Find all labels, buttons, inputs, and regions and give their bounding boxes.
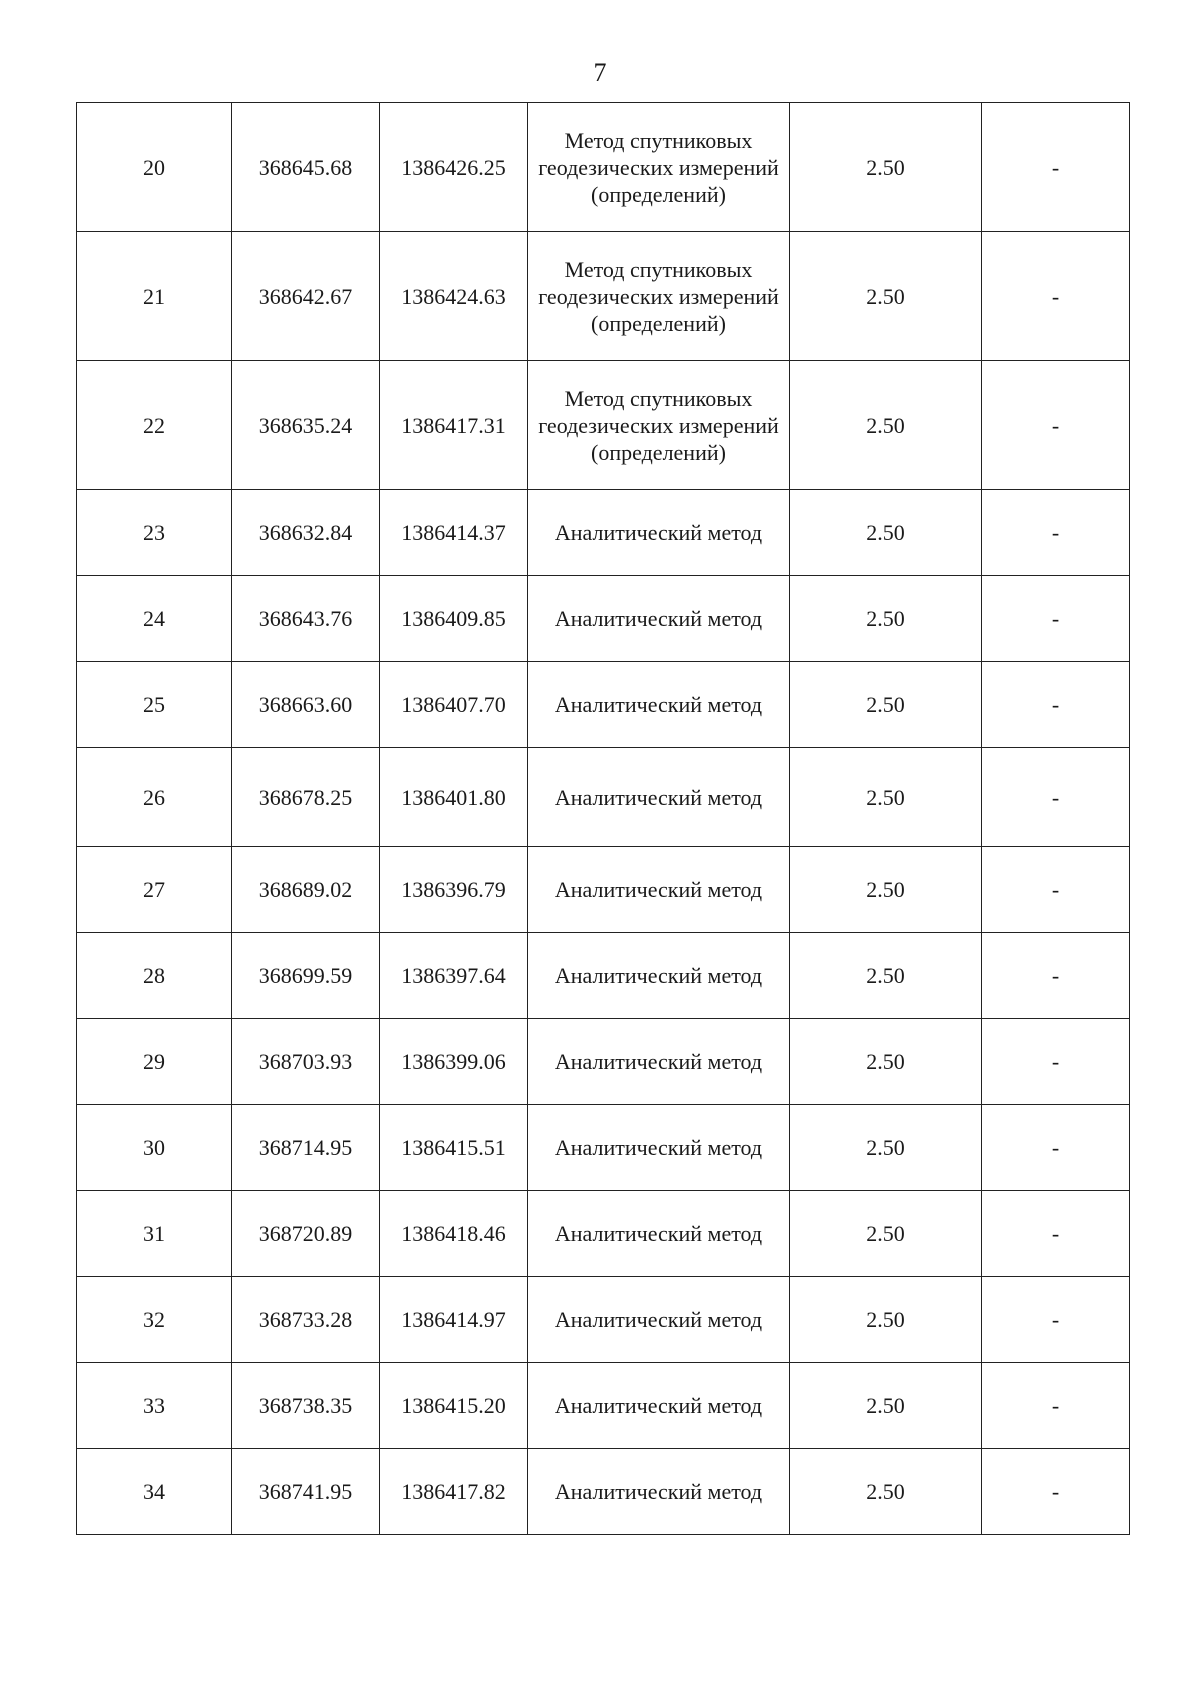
coordinate-x: 368703.93 [232,1019,380,1105]
method: Аналитический метод [528,847,790,933]
coordinate-x: 368741.95 [232,1449,380,1535]
method: Аналитический метод [528,1191,790,1277]
note: - [982,576,1130,662]
coordinate-x: 368738.35 [232,1363,380,1449]
table-row [77,103,1130,232]
coordinate-y: 1386409.85 [380,576,528,662]
point-number: 29 [77,1019,232,1105]
page-number: 7 [593,58,607,87]
point-number: 27 [77,847,232,933]
table-row [77,1363,1130,1449]
method: Аналитический метод [528,1019,790,1105]
table-row [77,576,1130,662]
accuracy: 2.50 [790,232,982,361]
note: - [982,933,1130,1019]
table-row [77,933,1130,1019]
method: Аналитический метод [528,1363,790,1449]
accuracy: 2.50 [790,1105,982,1191]
coordinate-y: 1386418.46 [380,1191,528,1277]
method: Аналитический метод [528,662,790,748]
point-number: 34 [77,1449,232,1535]
note: - [982,1191,1130,1277]
point-number: 24 [77,576,232,662]
note: - [982,1363,1130,1449]
note: - [982,361,1130,490]
coordinate-x: 368720.89 [232,1191,380,1277]
accuracy: 2.50 [790,1277,982,1363]
coordinate-y: 1386415.20 [380,1363,528,1449]
point-number: 31 [77,1191,232,1277]
coordinate-x: 368642.67 [232,232,380,361]
point-number: 21 [77,232,232,361]
point-number: 30 [77,1105,232,1191]
table-row [77,361,1130,490]
coordinate-x: 368689.02 [232,847,380,933]
accuracy: 2.50 [790,1191,982,1277]
coordinate-y: 1386417.31 [380,361,528,490]
coordinate-x: 368632.84 [232,490,380,576]
point-number: 25 [77,662,232,748]
point-number: 32 [77,1277,232,1363]
note: - [982,1105,1130,1191]
note: - [982,748,1130,847]
point-number: 28 [77,933,232,1019]
coordinate-y: 1386397.64 [380,933,528,1019]
accuracy: 2.50 [790,490,982,576]
note: - [982,1449,1130,1535]
method: Аналитический метод [528,1105,790,1191]
note: - [982,490,1130,576]
table-row [77,748,1130,847]
accuracy: 2.50 [790,933,982,1019]
method: Аналитический метод [528,1449,790,1535]
note: - [982,1019,1130,1105]
accuracy: 2.50 [790,1363,982,1449]
method: Аналитический метод [528,748,790,847]
coordinates-table [76,102,1130,1535]
coordinate-y: 1386407.70 [380,662,528,748]
point-number: 23 [77,490,232,576]
table-row [77,232,1130,361]
coordinate-y: 1386414.37 [380,490,528,576]
point-number: 33 [77,1363,232,1449]
coordinate-x: 368733.28 [232,1277,380,1363]
coordinate-y: 1386415.51 [380,1105,528,1191]
coordinate-y: 1386396.79 [380,847,528,933]
note: - [982,232,1130,361]
coordinate-y: 1386399.06 [380,1019,528,1105]
method: Аналитический метод [528,576,790,662]
method: Аналитический метод [528,933,790,1019]
accuracy: 2.50 [790,748,982,847]
coordinate-x: 368645.68 [232,103,380,232]
coordinate-x: 368635.24 [232,361,380,490]
coordinate-y: 1386424.63 [380,232,528,361]
accuracy: 2.50 [790,1449,982,1535]
point-number: 20 [77,103,232,232]
note: - [982,1277,1130,1363]
table-row [77,1019,1130,1105]
table-row [77,847,1130,933]
point-number: 26 [77,748,232,847]
method: Аналитический метод [528,490,790,576]
accuracy: 2.50 [790,1019,982,1105]
coordinate-y: 1386414.97 [380,1277,528,1363]
coordinate-x: 368643.76 [232,576,380,662]
coordinate-y: 1386417.82 [380,1449,528,1535]
accuracy: 2.50 [790,576,982,662]
table-row [77,1105,1130,1191]
table-row [77,1191,1130,1277]
table-row [77,490,1130,576]
coordinate-y: 1386426.25 [380,103,528,232]
accuracy: 2.50 [790,103,982,232]
table-row [77,662,1130,748]
accuracy: 2.50 [790,361,982,490]
coordinate-x: 368678.25 [232,748,380,847]
note: - [982,847,1130,933]
coordinate-x: 368714.95 [232,1105,380,1191]
note: - [982,103,1130,232]
point-number: 22 [77,361,232,490]
accuracy: 2.50 [790,847,982,933]
note: - [982,662,1130,748]
coordinate-x: 368699.59 [232,933,380,1019]
coordinate-y: 1386401.80 [380,748,528,847]
table-row [77,1449,1130,1535]
method: Метод спутниковых геодезических измерений (определений) [528,103,790,232]
method: Метод спутниковых геодезических измерений (определений) [528,361,790,490]
method: Аналитический метод [528,1277,790,1363]
accuracy: 2.50 [790,662,982,748]
method: Метод спутниковых геодезических измерений (определений) [528,232,790,361]
coordinate-x: 368663.60 [232,662,380,748]
table-row [77,1277,1130,1363]
